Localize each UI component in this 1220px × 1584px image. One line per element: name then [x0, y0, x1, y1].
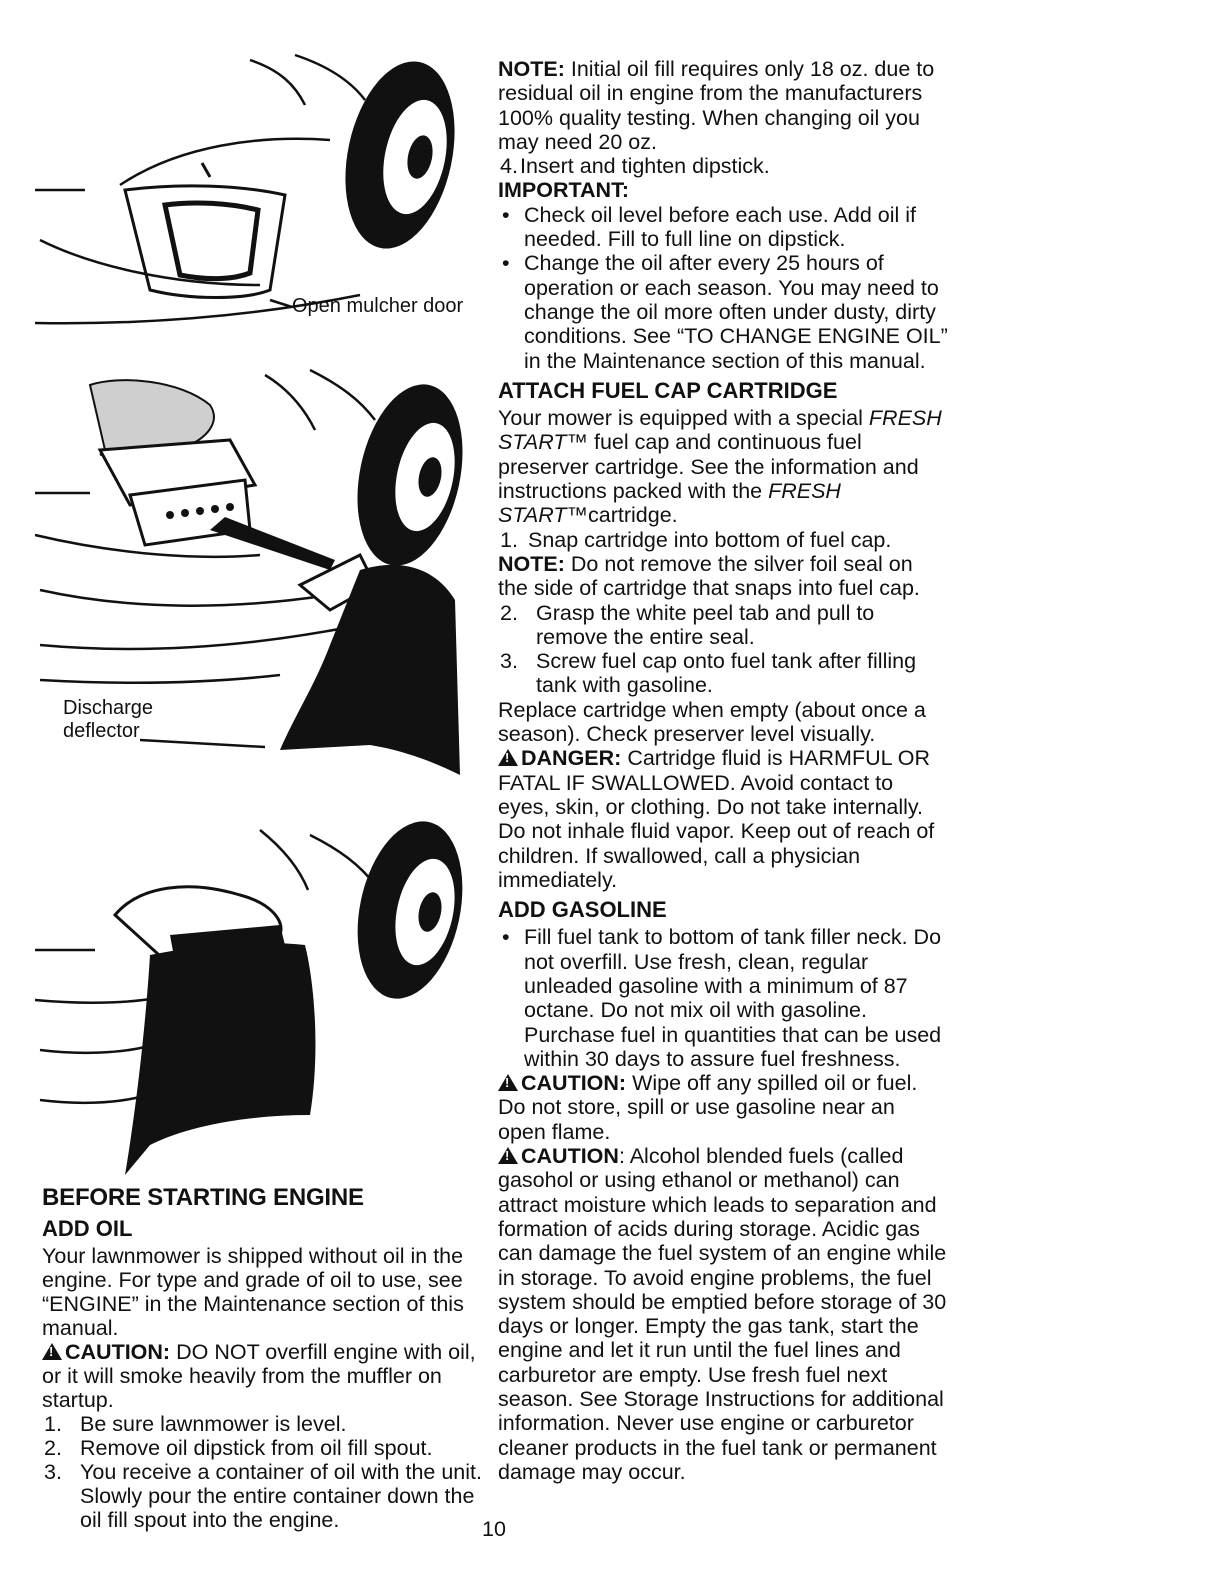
important-label: IMPORTANT:: [498, 178, 629, 203]
step-number: 1.: [500, 527, 518, 552]
bullet-icon: •: [502, 202, 510, 227]
list-item: [498, 649, 948, 698]
list-item: [498, 154, 948, 178]
list-item: [498, 601, 948, 650]
step-number: 3.: [44, 1460, 62, 1484]
step-text: Grasp the white peel tab and pull to remove the entire seal.: [536, 600, 875, 649]
step-number: 2.: [44, 1436, 62, 1460]
danger-notice: [498, 746, 948, 892]
step-text: Remove oil dipstick from oil fill spout.: [80, 1436, 433, 1460]
callout-open-mulcher-door: Open mulcher door: [292, 295, 464, 317]
heading-attach-fuel-cap: ATTACH FUEL CAP CARTRIDGE: [498, 377, 838, 403]
step-number: 3.: [500, 649, 518, 674]
left-column: [42, 1186, 482, 1532]
step-number: 4.: [500, 154, 518, 179]
deflector-install-illustration: [30, 355, 480, 825]
brand-name: FRESH START™: [498, 406, 942, 455]
brand-name: FRESH START™: [498, 479, 841, 528]
bullet-text: Fill fuel tank to bottom of tank filler neck. Do not overfill. Use fresh, clean, regular unleaded gasoline with a minimum of 87 octane. Do not mix oil with gasoline. Purchase fuel in quantities that can be used within 30 days to assure fuel freshness.: [524, 925, 942, 1071]
step-text: Insert and tighten dipstick.: [520, 154, 770, 179]
oil-caution: [42, 1340, 482, 1412]
list-item: [42, 1460, 482, 1532]
callout-deflector: deflector: [63, 720, 140, 742]
step-text: Be sure lawnmower is level.: [80, 1412, 347, 1436]
list-item: [498, 251, 948, 372]
oil-steps-list: [42, 1412, 482, 1532]
bullet-icon: •: [502, 251, 510, 276]
warning-triangle-icon: [498, 749, 518, 766]
note-text: Initial oil fill requires only 18 oz. due to residual oil in engine from the manufacturers 100% quality testing. When changing oil you may need 20 oz.: [498, 57, 935, 154]
caution-spilled-fuel: [498, 1071, 948, 1144]
caution-text: Wipe off any spilled oil or fuel. Do not store, spill or use gasoline near an open flame.: [498, 1071, 918, 1144]
bullet-text: Change the oil after every 25 hours of operation or each season. You may need to change the oil more often under dusty, dirty conditions. See “TO CHANGE ENGINE OIL” in the Maintenance section of this manual.: [524, 251, 948, 373]
caution-label: CAUTION:: [521, 1071, 627, 1096]
step-text: Screw fuel cap onto fuel tank after filling tank with gasoline.: [536, 649, 917, 698]
replace-cartridge-text: Replace cartridge when empty (about once a season). Check preserver level visually.: [498, 697, 926, 747]
figure-deflector-installed: [30, 815, 480, 1185]
fuel-steps-list: [498, 601, 948, 698]
figure-deflector-install: [30, 355, 480, 825]
step-text: You receive a container of oil with the unit. Slowly pour the entire container down the oil fill spout into the engine.: [80, 1460, 482, 1532]
gasoline-bullets: [498, 925, 948, 1071]
bullet-text: Check oil level before each use. Add oil if needed. Fill to full line on dipstick.: [524, 202, 917, 252]
intro-part: fuel cap and continuous fuel preserver cartridge. See the information and instructions packed with the: [498, 430, 919, 504]
warning-triangle-icon: [42, 1343, 62, 1360]
note-label: NOTE:: [498, 551, 565, 576]
list-item: [498, 528, 948, 552]
caution-alcohol-fuels: [498, 1144, 948, 1484]
right-column: [498, 57, 948, 1484]
fuel-cap-intro: [498, 406, 948, 527]
danger-label: DANGER:: [521, 746, 622, 771]
callout-discharge: Discharge: [63, 697, 154, 719]
intro-part: cartridge.: [588, 503, 678, 528]
list-item: [498, 925, 948, 1071]
list-item: [42, 1412, 482, 1436]
figure-mulcher-door: [30, 45, 480, 345]
warning-triangle-icon: [498, 1147, 518, 1164]
heading-before-starting-engine: BEFORE STARTING ENGINE: [42, 1184, 364, 1211]
note-text: Do not remove the silver foil seal on the side of cartridge that snaps into fuel cap.: [498, 551, 920, 601]
intro-part: Your mower is equipped with a special: [498, 406, 863, 431]
important-bullets: [498, 203, 948, 373]
add-oil-intro: Your lawnmower is shipped without oil in the engine. For type and grade of oil to use, see “ENGINE” in the Maintenance section of this manual.: [42, 1244, 464, 1340]
note-initial-oil: [498, 57, 948, 154]
caution-label: CAUTION:: [65, 1340, 171, 1364]
step-number: 1.: [44, 1412, 62, 1436]
page-number: 10: [482, 1517, 506, 1541]
heading-add-gasoline: ADD GASOLINE: [498, 897, 667, 923]
caution-text: : Alcohol blended fuels (called gasohol or using ethanol or methanol) can attract moisture which leads to separation and formation of acids during storage. Acidic gas can damage the fuel system of an engine while in storage. To avoid engine problems, the fuel system should be emptied before storage of 30 days or longer. Empty the gas tank, start the engine and let it run until the fuel lines and carburetor are empty. Use fresh fuel next season. See Storage Instructions for additional information. Never use engine or carburetor cleaner products in the fuel tank or permanent damage may occur.: [498, 1144, 947, 1484]
step-text: Snap cartridge into bottom of fuel cap.: [528, 527, 892, 552]
step-number: 2.: [500, 600, 518, 625]
note-label: NOTE:: [498, 57, 565, 81]
note-foil-seal: [498, 552, 948, 601]
bullet-icon: •: [502, 925, 510, 950]
caution-text: DO NOT overfill engine with oil, or it will smoke heavily from the muffler on startup.: [42, 1340, 476, 1412]
caution-label: CAUTION: [521, 1144, 619, 1169]
fuel-step-1: [498, 528, 948, 552]
warning-triangle-icon: [498, 1074, 518, 1091]
heading-add-oil: ADD OIL: [42, 1216, 133, 1241]
list-item: [498, 203, 948, 252]
dipstick-step: [498, 154, 948, 178]
deflector-installed-illustration: [30, 815, 480, 1185]
list-item: [42, 1436, 482, 1460]
danger-text: Cartridge fluid is HARMFUL OR FATAL IF SWALLOWED. Avoid contact to eyes, skin, or clothing. Do not take internally. Do not inhale fluid vapor. Keep out of reach of children. If swallowed, call a physician immediately.: [498, 746, 935, 892]
